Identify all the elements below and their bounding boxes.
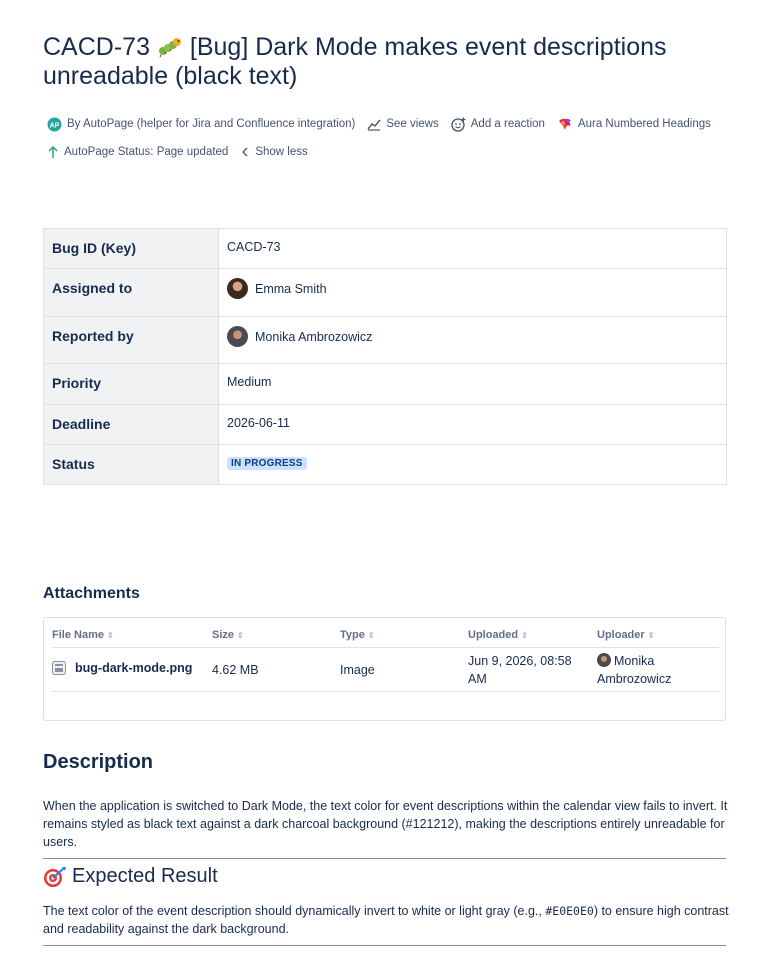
property-label: Bug ID (Key) <box>44 229 219 269</box>
status-cell <box>219 445 727 485</box>
priority-value: Medium <box>219 364 727 405</box>
file-name-cell <box>52 648 212 692</box>
status-badge: IN PROGRESS <box>227 457 307 470</box>
see-views-button[interactable] <box>367 117 438 131</box>
table-row <box>52 648 719 692</box>
byline-row <box>47 116 723 132</box>
autopage-status-text: AutoPage Status: Page updated <box>64 146 229 158</box>
uploaded-date: Jun 9, 2026, 08:58 AM <box>468 648 597 692</box>
views-chart-icon <box>367 117 381 131</box>
table-row <box>44 405 727 445</box>
uploader-last[interactable]: Ambrozowicz <box>597 671 672 686</box>
table-row <box>44 229 727 269</box>
bug-id-value: CACD-73 <box>219 229 727 269</box>
add-reaction-label: Add a reaction <box>470 118 545 130</box>
sort-icon: ⇕ <box>237 631 244 640</box>
author-byline[interactable] <box>47 117 355 132</box>
property-label: Priority <box>44 364 219 405</box>
column-header-uploader[interactable]: Uploader ⇕ <box>597 627 719 648</box>
reporter-mention[interactable] <box>227 317 718 347</box>
property-label: Status <box>44 445 219 485</box>
author-text: By AutoPage (helper for Jira and Confluence integration) <box>67 118 356 130</box>
bug-properties-table <box>43 228 727 485</box>
table-row <box>44 269 727 317</box>
description-text: When the application is switched to Dark Mode, the text color for event descriptions within the calendar view fails to invert. It remains styled as black text against a dark charcoal background (#121212), making the descriptions entirely unreadable for users. <box>43 799 728 849</box>
file-size: 4.62 MB <box>212 648 340 692</box>
attachments-heading: Attachments <box>43 585 140 602</box>
page-title-text: [Bug] Dark Mode makes event descriptions unreadable (black text) <box>43 33 667 90</box>
reporter-name: Monika Ambrozowicz <box>255 329 373 344</box>
page-title <box>43 33 733 91</box>
bug-emoji-icon <box>157 36 183 58</box>
expected-result-label: Expected Result <box>72 865 218 887</box>
table-row <box>44 317 727 364</box>
target-icon <box>43 866 67 888</box>
image-file-icon <box>52 661 66 675</box>
add-reaction-button[interactable] <box>451 117 545 132</box>
chevron-left-icon <box>240 146 250 158</box>
page-key: CACD-73 <box>43 33 150 61</box>
avatar <box>227 326 248 347</box>
divider <box>43 945 726 946</box>
color-code: #E0E0E0 <box>545 904 594 918</box>
sort-icon: ⇕ <box>521 631 528 640</box>
assignee-mention[interactable] <box>227 269 718 299</box>
autopage-status <box>47 145 228 159</box>
assignee-cell <box>219 269 727 317</box>
sort-icon: ⇕ <box>106 631 114 640</box>
property-label: Deadline <box>44 405 219 445</box>
arrow-up-icon <box>47 145 59 159</box>
uploader-first[interactable]: Monika <box>614 653 655 668</box>
description-heading: Description <box>43 751 154 773</box>
deadline-value: 2026-06-11 <box>219 405 727 445</box>
attachments-header-row <box>52 627 719 648</box>
column-header-file-name[interactable]: File Name ⇕ <box>52 627 212 648</box>
attachment-file-link[interactable] <box>52 661 192 675</box>
show-less-button[interactable] <box>240 146 307 158</box>
sort-icon: ⇕ <box>647 631 655 640</box>
aura-headings-button[interactable] <box>557 116 711 132</box>
file-name: bug-dark-mode.png <box>75 661 193 675</box>
svg-text:AP: AP <box>49 122 60 129</box>
table-row <box>44 364 727 405</box>
file-type: Image <box>340 648 468 692</box>
see-views-label: See views <box>386 118 439 130</box>
aura-logo-icon <box>557 116 573 132</box>
autopage-avatar-icon <box>47 117 62 132</box>
property-label: Reported by <box>44 317 219 364</box>
table-row <box>44 445 727 485</box>
avatar <box>597 653 611 667</box>
avatar <box>227 278 248 299</box>
expected-result-heading <box>43 865 218 888</box>
column-header-uploaded[interactable]: Uploaded ⇕ <box>468 627 597 648</box>
property-label: Assigned to <box>44 269 219 317</box>
byline-status-row <box>47 145 320 159</box>
divider <box>43 858 726 859</box>
add-reaction-icon <box>451 117 466 132</box>
column-header-size[interactable]: Size ⇕ <box>212 627 340 648</box>
sort-icon: ⇕ <box>367 631 375 640</box>
attachments-panel <box>43 617 726 721</box>
assignee-name: Emma Smith <box>255 281 327 296</box>
show-less-label: Show less <box>255 146 308 158</box>
uploader-cell <box>597 648 719 692</box>
reporter-cell <box>219 317 727 364</box>
column-header-type[interactable]: Type ⇕ <box>340 627 468 648</box>
expected-result-text: The text color of the event description should dynamically invert to white or light gray (e.g., #E0E0E0) to ensure high contrast and readability against the dark background. <box>43 904 729 936</box>
aura-headings-label: Aura Numbered Headings <box>577 118 711 130</box>
attachments-table <box>52 627 719 692</box>
